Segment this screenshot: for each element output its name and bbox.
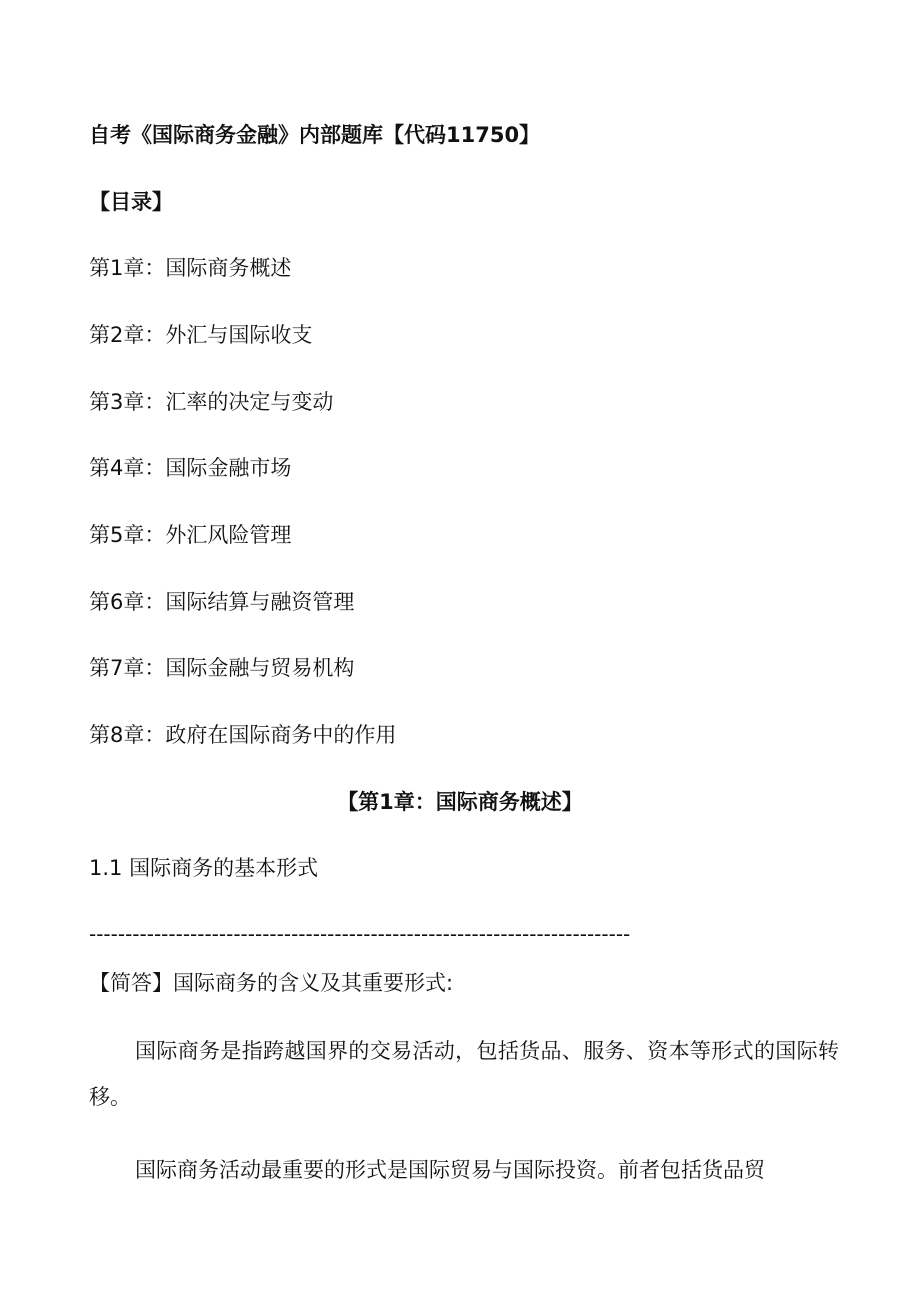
toc-item-chapter-7: 第7章：国际金融与贸易机构 bbox=[89, 656, 355, 680]
toc-item-chapter-5: 第5章：外汇风险管理 bbox=[89, 523, 292, 547]
answer-paragraph-1: 国际商务是指跨越国界的交易活动，包括货品、服务、资本等形式的国际转移。 bbox=[89, 1039, 839, 1109]
toc-item-chapter-6: 第6章：国际结算与融资管理 bbox=[89, 590, 355, 614]
chapter-heading: 【第1章：国际商务概述】 bbox=[337, 790, 583, 814]
toc-item-chapter-4: 第4章：国际金融市场 bbox=[89, 456, 292, 480]
toc-item-chapter-1: 第1章：国际商务概述 bbox=[89, 256, 292, 280]
toc-item-chapter-2: 第2章：外汇与国际收支 bbox=[89, 323, 313, 347]
document-title: 自考《国际商务金融》内部题库【代码11750】 bbox=[89, 123, 541, 147]
question-heading: 【简答】国际商务的含义及其重要形式: bbox=[89, 971, 454, 995]
answer-paragraph-2: 国际商务活动最重要的形式是国际贸易与国际投资。前者包括货品贸 bbox=[135, 1158, 765, 1182]
toc-item-chapter-8: 第8章：政府在国际商务中的作用 bbox=[89, 723, 397, 747]
toc-heading: 【目录】 bbox=[89, 190, 173, 214]
section-title: 1.1 国际商务的基本形式 bbox=[89, 856, 319, 880]
toc-item-chapter-3: 第3章：汇率的决定与变动 bbox=[89, 390, 334, 414]
divider-line: --------------------------------------------------------------------------- bbox=[89, 922, 631, 946]
